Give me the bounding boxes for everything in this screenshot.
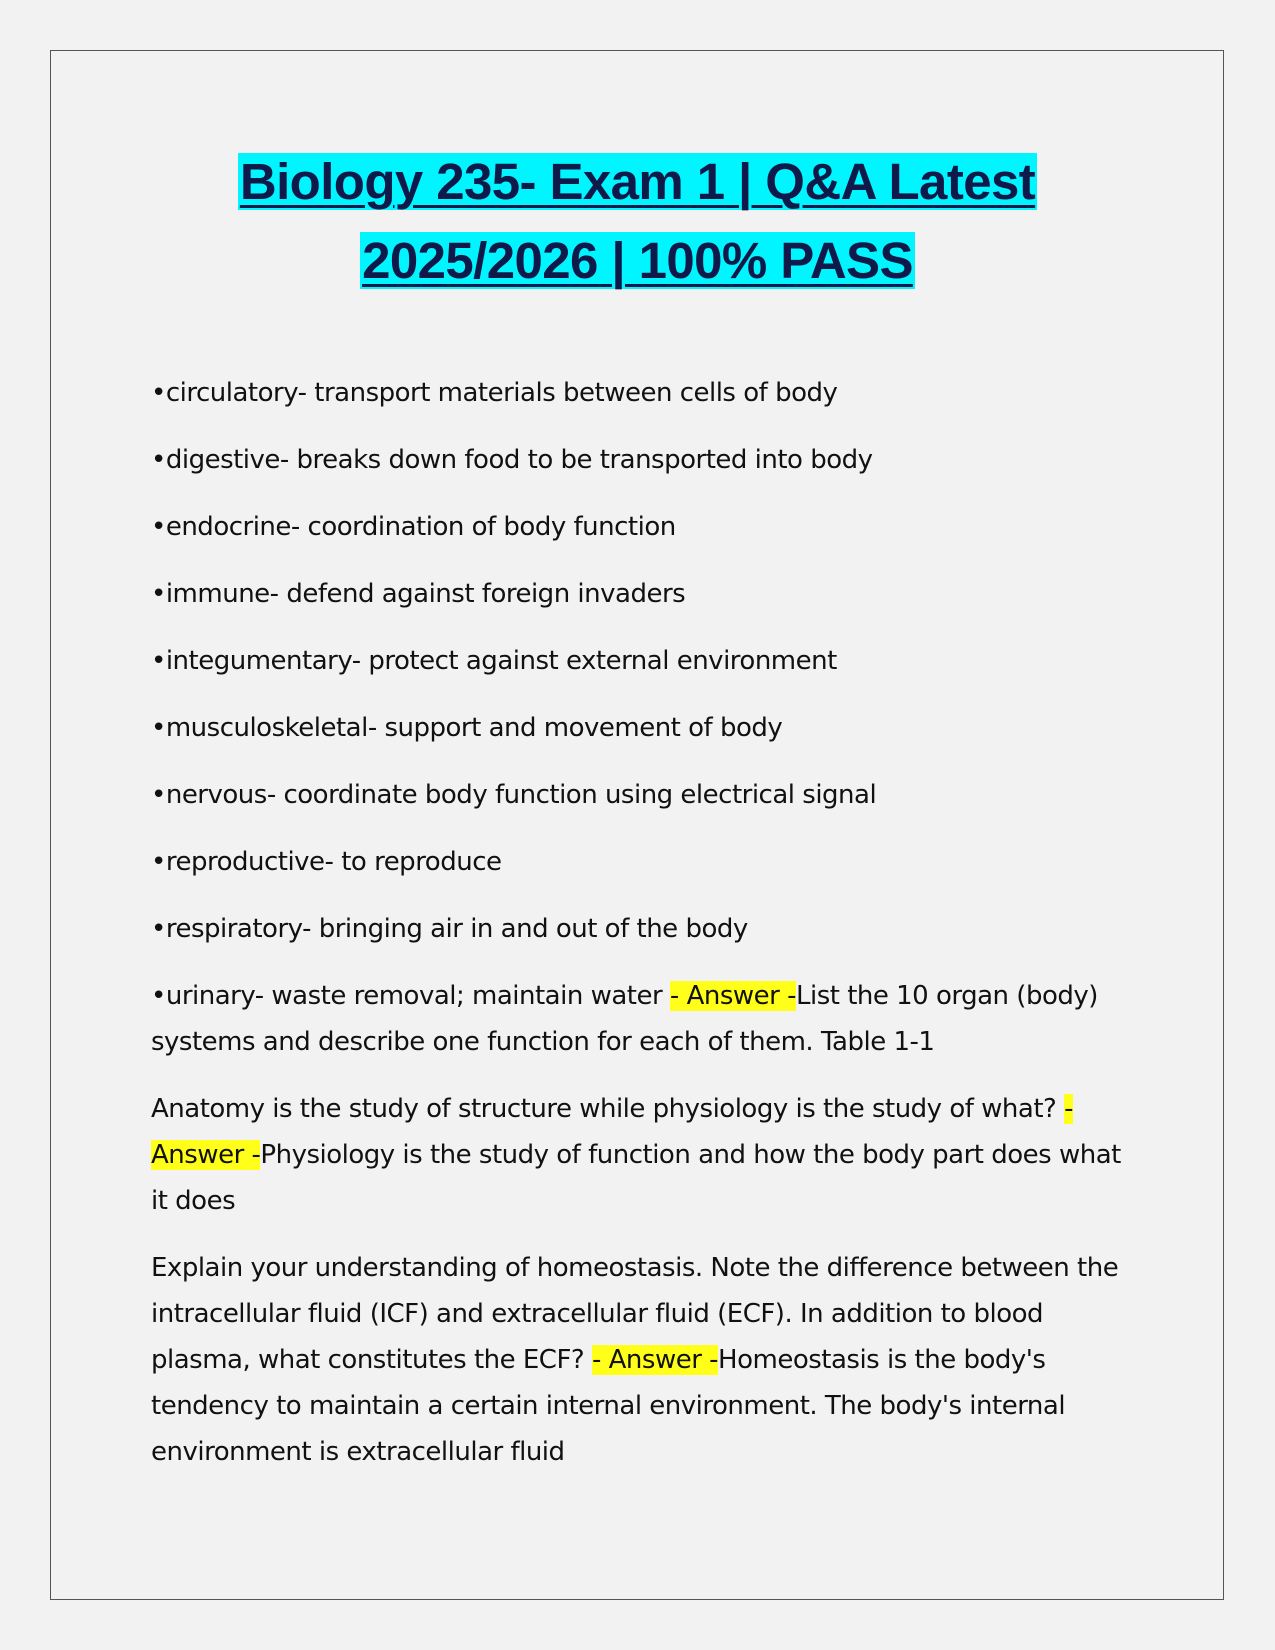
question-text: •urinary- waste removal; maintain water — [151, 981, 670, 1011]
bullet-item: •musculoskeletal- support and movement of body — [151, 713, 783, 743]
qa-paragraph — [151, 1086, 1141, 1224]
document-title — [60, 142, 1215, 300]
answer-text: List the 10 organ (body) systems and describe one function for each of them. Table 1-1 — [151, 981, 1098, 1057]
bullet-item: •endocrine- coordination of body function — [151, 512, 676, 542]
bullet-item: •respiratory- bringing air in and out of the body — [151, 914, 748, 944]
qa-paragraph — [151, 973, 1141, 1065]
document-body — [151, 370, 1141, 1496]
answer-text: Physiology is the study of function and how the body part does what it does — [151, 1140, 1121, 1216]
question-text: Explain your understanding of homeostasis. Note the difference between the intracellular fluid (ICF) and extracellular fluid (ECF). In addition to blood plasma, what constitutes the ECF? — [151, 1253, 1119, 1375]
bullet-item: •nervous- coordinate body function using electrical signal — [151, 780, 877, 810]
bullet-item: •reproductive- to reproduce — [151, 847, 502, 877]
title-line-1: Biology 235- Exam 1 | Q&A Latest — [239, 153, 1036, 210]
answer-marker: - Answer - — [669, 981, 796, 1011]
bullet-item: •digestive- breaks down food to be transported into body — [151, 445, 873, 475]
title-line-2: 2025/2026 | 100% PASS — [362, 232, 913, 289]
qa-paragraph — [151, 1245, 1141, 1475]
bullet-item: •immune- defend against foreign invaders — [151, 579, 686, 609]
bullet-item: •integumentary- protect against external environment — [151, 646, 837, 676]
bullet-item: •circulatory- transport materials between cells of body — [151, 378, 838, 408]
answer-marker: - Answer - — [591, 1345, 719, 1375]
question-text: Anatomy is the study of structure while physiology is the study of what? — [151, 1094, 1065, 1124]
answer-marker: - Answer - — [151, 1094, 1073, 1170]
answer-text: Homeostasis is the body's tendency to maintain a certain internal environment. The body's internal environment is extracellular fluid — [151, 1345, 1066, 1467]
